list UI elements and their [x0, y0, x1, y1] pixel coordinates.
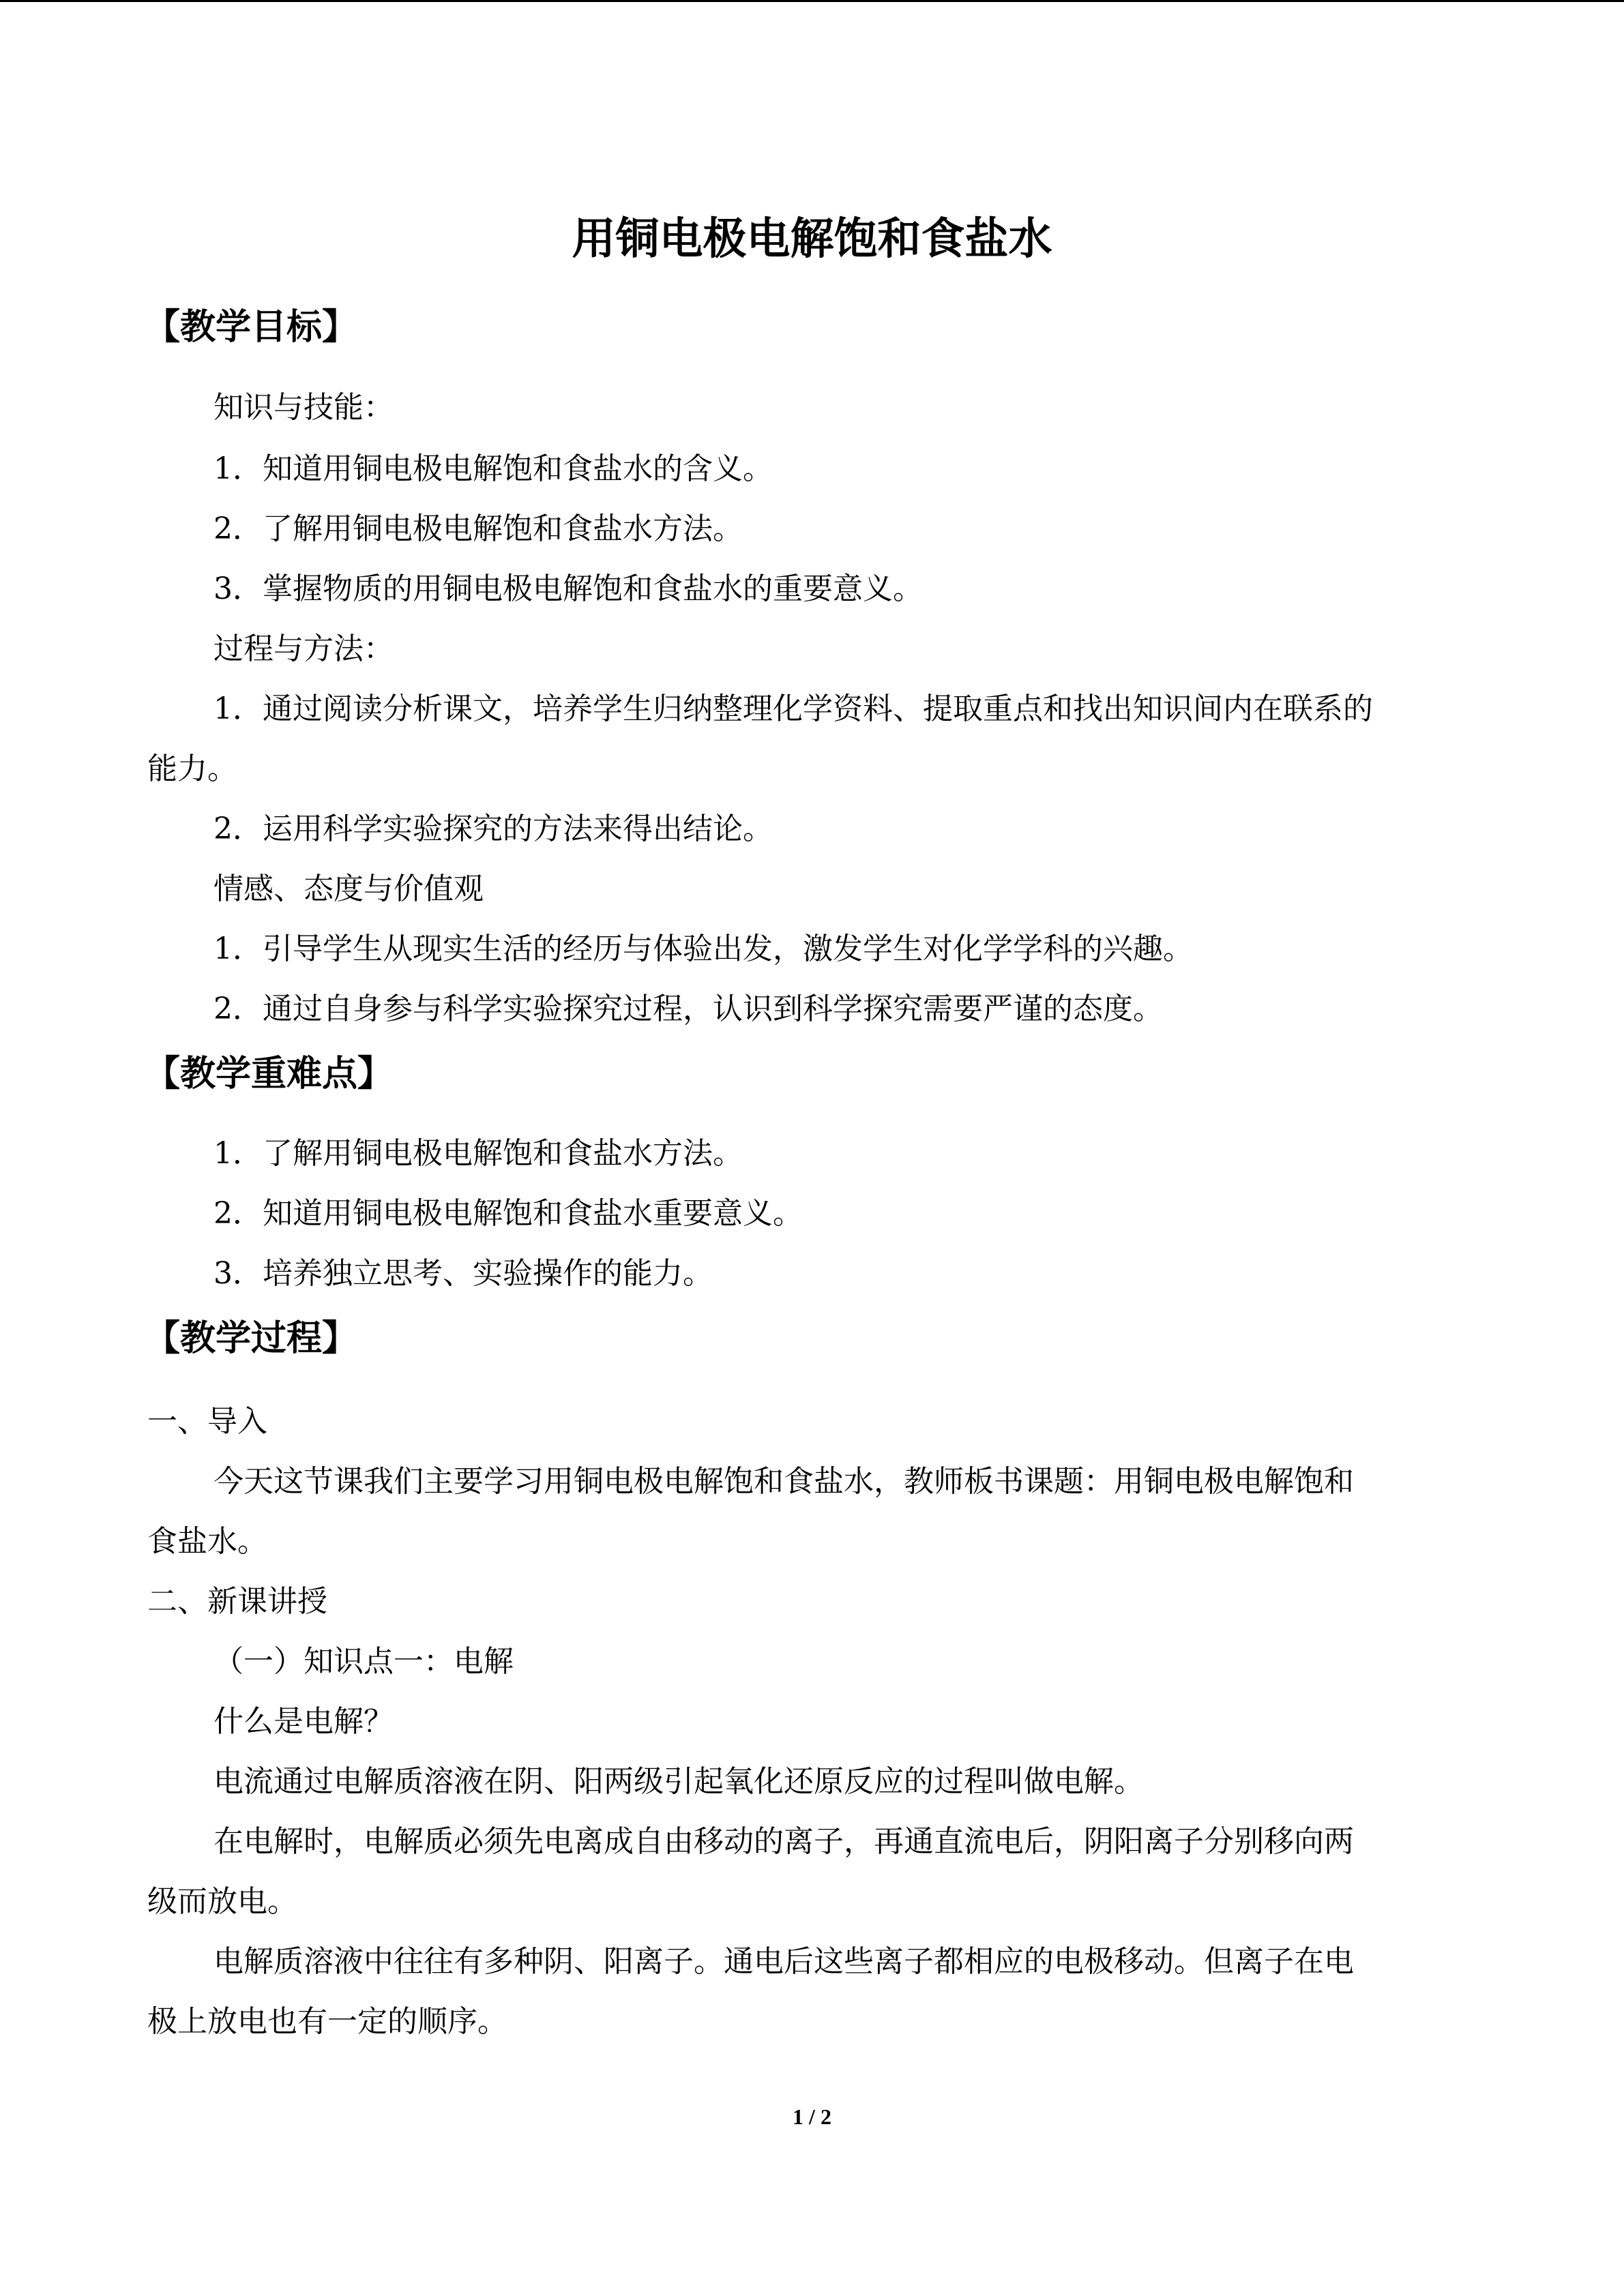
knowledge-item-1: 1．知道用铜电极电解饱和食盐水的含义。	[213, 451, 773, 486]
page-title: 用铜电极电解饱和食盐水	[572, 214, 1052, 265]
part-1-label: 一、导入	[147, 1404, 267, 1439]
key-point-item-2: 2．知道用铜电极电解饱和食盐水重要意义。	[213, 1196, 803, 1231]
process-item-1-line-1: 1．通过阅读分析课文，培养学生归纳整理化学资料、提取重点和找出知识间内在联系的	[213, 691, 1373, 726]
process-item-2: 2．运用科学实验探究的方法来得出结论。	[213, 811, 773, 846]
paragraph-1-line-1: 在电解时，电解质必须先电离成自由移动的离子，再通直流电后，阴阳离子分别移向两	[213, 1824, 1354, 1859]
knowledge-item-2: 2．了解用铜电极电解饱和食盐水方法。	[213, 511, 743, 546]
knowledge-point-1-label: （一）知识点一：电解	[213, 1644, 514, 1679]
part-1-text-line-1: 今天这节课我们主要学习用铜电极电解饱和食盐水，教师板书课题：用铜电极电解饱和	[213, 1464, 1354, 1499]
key-point-item-1: 1．了解用铜电极电解饱和食盐水方法。	[213, 1136, 743, 1171]
emotion-item-2: 2．通过自身参与科学实验探究过程，认识到科学探究需要严谨的态度。	[213, 992, 1163, 1026]
knowledge-label: 知识与技能：	[213, 390, 394, 425]
paragraph-2-line-1: 电解质溶液中往往有多种阴、阳离子。通电后这些离子都相应的电极移动。但离子在电	[213, 1944, 1354, 1979]
key-point-item-3: 3．培养独立思考、实验操作的能力。	[213, 1256, 713, 1291]
process-item-1-line-2: 能力。	[147, 751, 237, 786]
knowledge-item-3: 3．掌握物质的用铜电极电解饱和食盐水的重要意义。	[213, 571, 923, 606]
question-text: 什么是电解？	[213, 1704, 394, 1739]
paragraph-2-line-2: 极上放电也有一定的顺序。	[147, 2004, 507, 2039]
part-1-text-line-2: 食盐水。	[147, 1524, 267, 1559]
definition-text: 电流通过电解质溶液在阴、阳两级引起氧化还原反应的过程叫做电解。	[213, 1764, 1144, 1799]
process-label: 过程与方法：	[213, 631, 394, 666]
part-2-label: 二、新课讲授	[147, 1584, 327, 1619]
page-number: 1 / 2	[793, 2104, 831, 2129]
heading-process: 【教学过程】	[145, 1318, 358, 1359]
heading-objectives: 【教学目标】	[145, 307, 358, 348]
heading-key-points: 【教学重难点】	[145, 1054, 394, 1094]
emotion-label: 情感、态度与价值观	[213, 871, 484, 906]
paragraph-1-line-2: 级而放电。	[147, 1884, 297, 1919]
emotion-item-1: 1．引导学生从现实生活的经历与体验出发，激发学生对化学学科的兴趣。	[213, 931, 1193, 966]
